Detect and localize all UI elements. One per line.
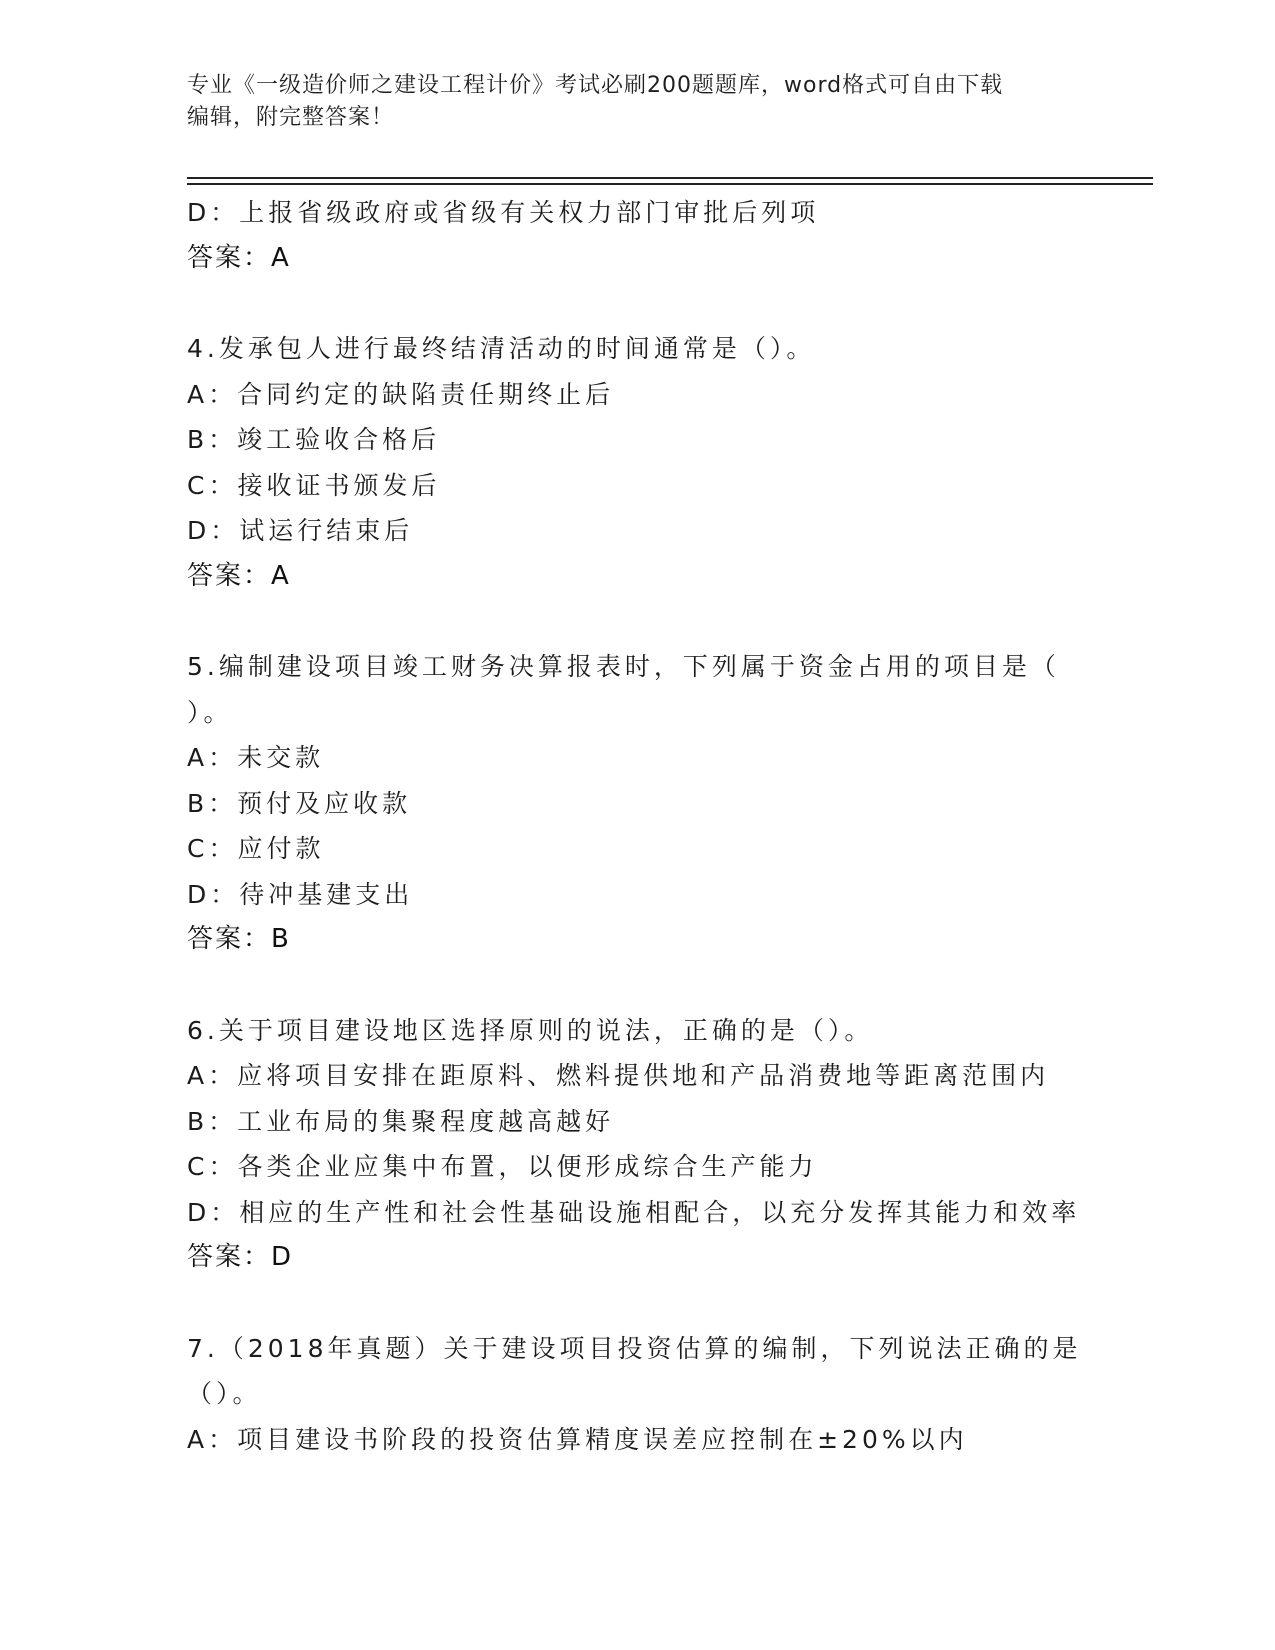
answer: 答案：A: [187, 560, 291, 591]
document-header: [187, 70, 1087, 134]
option-d: D：试运行结束后: [187, 516, 414, 545]
option-d: D：上报省级政府或省级有关权力部门审批后列项: [187, 198, 820, 227]
option-b: B：竣工验收合格后: [187, 425, 441, 454]
option-a: A：合同约定的缺陷责任期终止后: [187, 379, 615, 409]
question-text-line-1: 7.（2018年真题）关于建设项目投资估算的编制，下列说法正确的是: [187, 1333, 1082, 1363]
option-b: B：工业布局的集聚程度越高越好: [187, 1106, 615, 1136]
question-content: [187, 190, 1187, 1462]
question-3-tail: [187, 190, 1187, 281]
header-line-1: 专业《一级造价师之建设工程计价》考试必刷200题题库，word格式可自由下载: [187, 73, 1004, 98]
option-d: D：相应的生产性和社会性基础设施相配合，以充分发挥其能力和效率: [187, 1197, 1081, 1227]
answer: 答案：D: [187, 1242, 294, 1272]
question-5: [187, 644, 1187, 963]
question-6: [187, 1008, 1187, 1281]
question-text-line-1: 5.编制建设项目竣工财务决算报表时，下列属于资金占用的项目是（: [187, 652, 1060, 681]
option-a: A：未交款: [187, 743, 325, 772]
option-a: A：项目建设书阶段的投资估算精度误差应控制在±20%以内: [187, 1424, 968, 1454]
question-text: 4.发承包人进行最终结清活动的时间通常是（）。: [187, 334, 816, 363]
question-text-line-2: （）。: [187, 1379, 262, 1408]
question-text: 6.关于项目建设地区选择原则的说法，正确的是（）。: [187, 1015, 874, 1045]
option-a: A：应将项目安排在距原料、燃料提供地和产品消费地等距离范围内: [187, 1061, 1050, 1090]
option-c: C：应付款: [187, 834, 325, 863]
question-text-line-2: ）。: [187, 697, 233, 727]
header-divider-bottom: [187, 183, 1153, 185]
option-b: B：预付及应收款: [187, 788, 412, 818]
option-c: C：各类企业应集中布置，以便形成综合生产能力: [187, 1152, 818, 1181]
header-line-2: 编辑，附完整答案！: [187, 105, 395, 130]
answer: 答案：B: [187, 924, 291, 954]
header-divider-top: [187, 177, 1153, 179]
question-7: [187, 1326, 1187, 1463]
option-d: D：待冲基建支出: [187, 879, 414, 909]
question-4: [187, 326, 1187, 599]
option-c: C：接收证书颁发后: [187, 470, 441, 500]
answer: 答案：A: [187, 242, 291, 273]
